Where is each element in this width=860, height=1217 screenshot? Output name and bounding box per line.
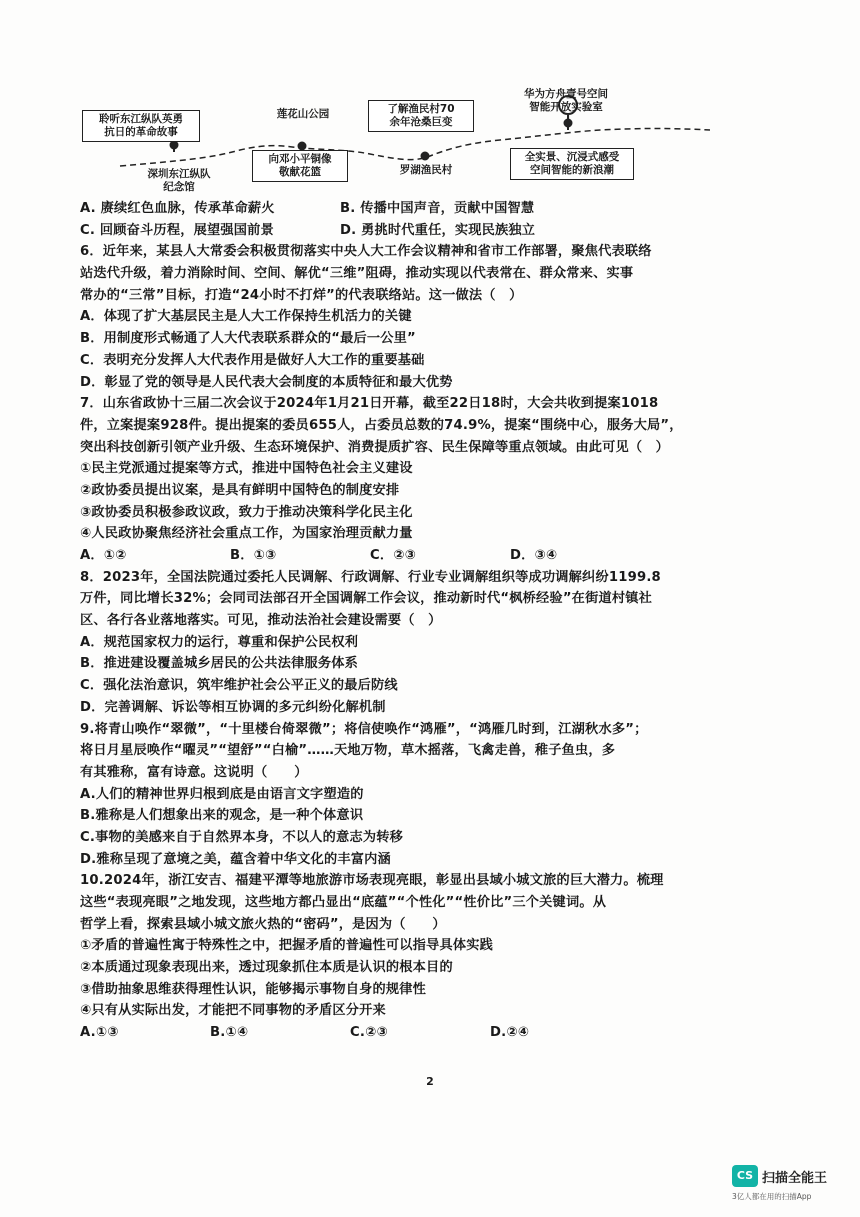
q6-stem-line-1: 6．近年来，某县人大常委会积极贯彻落实中央人大工作会议精神和省市工作部署，聚焦代表联络 [80,244,652,260]
q10-item-1: ①矛盾的普遍性寓于特殊性之中，把握矛盾的普遍性可以指导具体实践 [80,938,493,954]
q7-item-4: ④人民政协聚焦经济社会重点工作，为国家治理贡献力量 [80,526,413,542]
q5-options-row-2 [80,220,780,242]
q9-stem-line-2: 将日月星辰唤作“曜灵”“望舒”“白榆”……天地万物，草木摇落，飞禽走兽，稚子鱼虫，多 [80,743,616,759]
q6-option-c: C．表明充分发挥人大代表作用是做好人大工作的重要基础 [80,352,425,368]
route-diagram [70,88,790,198]
q10-option-b: B.①④ [210,1025,249,1041]
route-box-4: 全实景、沉浸式感受 空间智能的新浪潮 [510,148,634,180]
q7-item-3: ③政协委员积极参政议政，致力于推动决策科学化民主化 [80,504,413,520]
watermark-name: 扫描全能王 [762,1171,828,1186]
q5-options-row-1 [80,198,780,220]
q8-stem-line-1: 8．2023年，全国法院通过委托人民调解、行政调解、行业专业调解组织等成功调解纠纷1199.8 [80,569,661,585]
q10-item-2: ②本质通过现象表现出来，透过现象抓住本质是认识的根本目的 [80,960,453,976]
q8-option-a: A．规范国家权力的运行，尊重和保护公民权利 [80,634,359,650]
route-box-3: 了解渔民村70 余年沧桑巨变 [368,100,474,132]
q9-stem-line-1: 9.将青山唤作“翠微”，“十里楼台倚翠微”；将信使唤作“鸿雁”，“鸿雁几时到，江湖秋水多”； [80,721,648,737]
q10-stem-line-3: 哲学上看，探索县域小城文旅火热的“密码”，是因为（ ） [80,916,446,932]
q9-stem-line-3: 有其雅称，富有诗意。这说明（ ） [80,764,308,780]
q9-option-b: B.雅称是人们想象出来的观念，是一种个体意识 [80,808,364,824]
q7-option-d: D．③④ [510,548,558,563]
q9-option-a: A.人们的精神世界归根到底是由语言文字塑造的 [80,786,364,802]
q6-option-d: D．彰显了党的领导是人民代表大会制度的本质特征和最大优势 [80,374,453,390]
camscanner-logo-icon: CS [732,1165,758,1187]
q7-option-c: C．②③ [370,548,416,563]
q6-option-a: A．体现了扩大基层民主是人大工作保持生机活力的关键 [80,309,412,325]
q10-stem-line-1: 10.2024年，浙江安吉、福建平潭等地旅游市场表现亮眼，彰显出县域小城文旅的巨大潜力。梳理 [80,873,664,889]
q10-item-3: ③借助抽象思维获得理性认识，能够揭示事物自身的规律性 [80,981,427,997]
route-label-1: 深圳东江纵队 纪念馆 [147,168,211,193]
q8-stem-line-2: 万件，同比增长32%；会同司法部召开全国调解工作会议，推动新时代“枫桥经验”在街道村镇社 [80,591,653,607]
route-box-2: 向邓小平铜像 敬献花篮 [252,150,348,182]
q10-option-a: A.①③ [80,1025,119,1041]
route-label-2: 莲花山公园 [276,108,330,120]
q6-stem-line-2: 站迭代升级，着力消除时间、空间、解优“三维”阻碍，推动实现以代表常在、群众常来、实事 [80,266,634,282]
q7-item-1: ①民主党派通过提案等方式，推进中国特色社会主义建设 [80,461,413,477]
q9-option-d: D.雅称呈现了意境之美，蕴含着中华文化的丰富内涵 [80,851,391,867]
q8-option-c: C．强化法治意识，筑牢维护社会公平正义的最后防线 [80,678,398,694]
route-label-3: 罗湖渔民村 [399,164,453,176]
q7-stem-line-1: 7．山东省政协十三届二次会议于2024年1月21日开幕，截至22日18时，大会共收到提案1018 [80,396,659,412]
q7-item-2: ②政协委员提出议案，是具有鲜明中国特色的制度安排 [80,482,400,498]
route-box-1: 聆听东江纵队英勇 抗日的革命故事 [82,110,200,142]
q7-stem-line-2: 件，立案提案928件。提出提案的委员655人，占委员总数的74.9%，提案“围绕中心，服务大局”， [80,417,683,433]
q5-option-c: C. 回顾奋斗历程，展望强国前景 [80,222,274,238]
q8-option-b: B．推进建设覆盖城乡居民的公共法律服务体系 [80,656,358,672]
q8-option-d: D．完善调解、诉讼等相互协调的多元纠纷化解机制 [80,699,386,715]
q9-option-c: C.事物的美感来自于自然界本身，不以人的意志为转移 [80,829,403,845]
q7-option-b: B．①③ [230,548,277,563]
route-label-4: 华为方舟壹号空间 智能开放实验室 [524,88,608,113]
q6-stem-line-3: 常办的“三常”目标，打造“24小时不打烊”的代表联络站。这一做法（ ） [80,287,523,303]
q10-item-4: ④只有从实际出发，才能把不同事物的矛盾区分开来 [80,1003,386,1019]
q10-option-d: D.②④ [490,1025,530,1041]
q5-option-b: B. 传播中国声音，贡献中国智慧 [340,201,535,216]
q6-option-b: B．用制度形式畅通了人大代表联系群众的“最后一公里” [80,331,416,347]
page-number: 2 [426,1075,434,1088]
q7-option-a: A．①② [80,548,127,563]
q7-options [80,545,780,567]
q10-option-c: C.②③ [350,1025,388,1041]
q10-options [80,1022,780,1044]
question-body [80,198,780,1044]
q8-stem-line-3: 区、各行各业落地落实。可见，推动法治社会建设需要（ ） [80,613,442,629]
q5-option-d: D. 勇挑时代重任，实现民族独立 [340,222,536,238]
q10-stem-line-2: 这些“表现亮眼”之地发现，这些地方都凸显出“底蕴”“个性化”“性价比”三个关键词。从 [80,895,607,910]
q5-option-a: A. 赓续红色血脉，传承革命薪火 [80,201,275,216]
watermark-subtitle: 3亿人都在用的扫描App [732,1192,812,1201]
q7-stem-line-3: 突出科技创新引领产业升级、生态环境保护、消费提质扩容、民生保障等重点领域。由此可见（ ） [80,439,670,455]
